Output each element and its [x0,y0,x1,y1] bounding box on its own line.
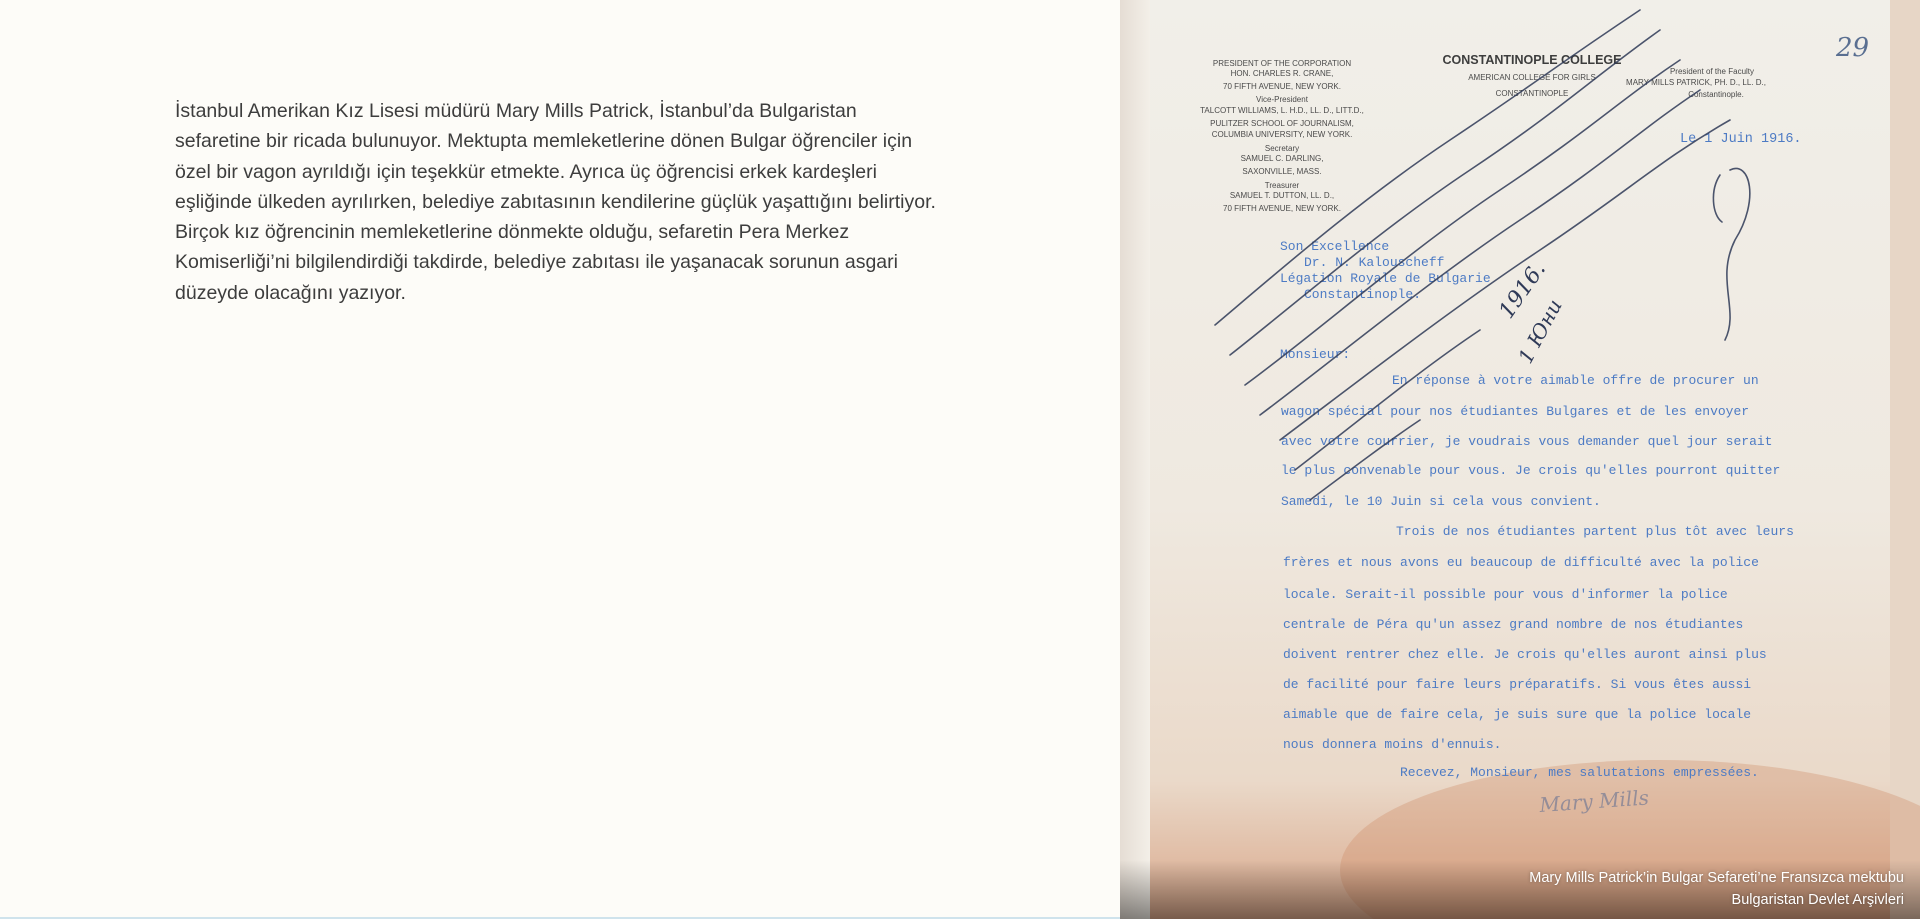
svg-text:Dr. N. Kalouscheff: Dr. N. Kalouscheff [1304,255,1445,270]
svg-text:aimable que de faire cela, je: aimable que de faire cela, je suis sure que la police locale [1283,707,1752,722]
svg-text:de facilité pour faire leurs p: de facilité pour faire leurs préparatifs. Si vous êtes aussi [1283,677,1752,692]
article-text-panel [175,96,945,308]
svg-text:COLUMBIA UNIVERSITY, NEW YORK.: COLUMBIA UNIVERSITY, NEW YORK. [1211,130,1353,139]
letter-date: Le 1 Juin 1916. [1680,132,1802,147]
svg-text:70 FIFTH AVENUE, NEW YORK.: 70 FIFTH AVENUE, NEW YORK. [1223,82,1341,91]
svg-text:MARY MILLS PATRICK, PH. D., LL: MARY MILLS PATRICK, PH. D., LL. D., [1626,78,1766,87]
svg-text:En réponse à votre aimable off: En réponse à votre aimable offre de procurer un [1392,373,1759,388]
svg-text:PRESIDENT OF THE CORPORATION: PRESIDENT OF THE CORPORATION [1212,59,1352,68]
svg-text:SAMUEL C. DARLING,: SAMUEL C. DARLING, [1240,154,1324,163]
image-caption [1529,867,1904,911]
handwritten-annotation-day: 1 Юни [1513,295,1567,368]
letter-salutation: Monsieur: [1280,347,1351,362]
svg-text:President of the Faculty: President of the Faculty [1669,67,1755,76]
letter-signature: Mary Mills [1538,785,1650,817]
svg-text:SAMUEL T. DUTTON, LL. D.,: SAMUEL T. DUTTON, LL. D., [1229,191,1335,200]
letter-college-sub-1: AMERICAN COLLEGE FOR GIRLS [1468,73,1596,82]
svg-text:Treasurer: Treasurer [1264,181,1300,190]
svg-text:Constantinople.: Constantinople. [1304,287,1422,302]
image-caption-title: Mary Mills Patrick’in Bulgar Sefareti’ne Fransızca mektubu [1529,870,1904,886]
image-caption-source: Bulgaristan Devlet Arşivleri [1731,892,1904,908]
svg-text:centrale de Péra qu'un assez g: centrale de Péra qu'un assez grand nombre de nos étudiantes [1283,617,1744,632]
svg-text:doivent rentrer chez elle. Je: doivent rentrer chez elle. Je crois qu'elles auront ainsi plus [1283,647,1767,662]
svg-text:avec votre courrier, je voudra: avec votre courrier, je voudrais vous demander quel jour serait [1281,434,1773,449]
svg-text:TALCOTT WILLIAMS, L. H.D., LL.: TALCOTT WILLIAMS, L. H.D., LL. D., LITT.D., [1200,106,1364,115]
svg-text:Légation Royale de Bulgarie: Légation Royale de Bulgarie [1280,271,1491,286]
letter-college-title: CONSTANTINOPLE COLLEGE [1442,53,1622,67]
svg-text:Vice-President: Vice-President [1256,95,1308,104]
svg-text:locale. Serait-il possible po: locale. Serait-il possible pour vous d'informer la police [1283,587,1728,602]
svg-text:Recevez, Monsieur, mes salutat: Recevez, Monsieur, mes salutations empressées. [1400,765,1759,780]
svg-text:PULITZER SCHOOL OF JOURNALISM,: PULITZER SCHOOL OF JOURNALISM, [1210,119,1354,128]
svg-text:70 FIFTH AVENUE, NEW YORK.: 70 FIFTH AVENUE, NEW YORK. [1223,204,1341,213]
handwritten-annotation-date: 1916. [1494,257,1552,324]
svg-text:frères et nous avons eu beauco: frères et nous avons eu beaucoup de difficulté avec la police [1283,555,1759,570]
article-paragraph: İstanbul Amerikan Kız Lisesi müdürü Mary Mills Patrick, İstanbul’da Bulgaristan sefaretine bir ricada bulunuyor. Mektupta memleketlerine dönen Bulgar öğrenciler için özel bir vagon ayrıldığı için teşekkür etmekte. Ayrıca üç öğrencisi erkek kardeşleri eşliğinde ülkeden ayrılırken, belediye zabıtasının kendilerine güçlük yaşattığını belirtiyor. Birçok kız öğrencinin memleketlerine dönmekte olduğu, sefaretin Pera Merkez Komiserliği’ni bilgilendirdiği takdirde, belediye zabıtası ile yaşanacak sorunun asgari düzeyde olacağını yazıyor. [175,100,936,304]
svg-text:le plus convenable pour vous.: le plus convenable pour vous. Je crois qu'elles pourront quitter [1281,463,1781,478]
svg-text:Constantinople.: Constantinople. [1688,90,1744,99]
svg-text:SAXONVILLE, MASS.: SAXONVILLE, MASS. [1242,167,1322,176]
svg-text:wagon spécial pour nos étudian: wagon spécial pour nos étudiantes Bulgares et de les envoyer [1281,404,1750,419]
letter-image-panel [1120,0,1920,919]
letter-document-image [1120,0,1920,919]
svg-text:Samedi, le 10 Juin si cela vou: Samedi, le 10 Juin si cela vous convient. [1281,494,1601,509]
svg-text:Trois de nos étudiantes parten: Trois de nos étudiantes partent plus tôt avec leurs [1396,524,1794,539]
svg-text:nous donnera moins d'ennuis.: nous donnera moins d'ennuis. [1283,737,1502,752]
svg-text:Secretary: Secretary [1264,144,1300,153]
svg-text:Son Excellence: Son Excellence [1280,239,1390,254]
letter-college-sub-2: CONSTANTINOPLE [1495,89,1569,98]
svg-text:HON. CHARLES R. CRANE,: HON. CHARLES R. CRANE, [1230,69,1334,78]
letter-page-number: 29 [1836,33,1870,63]
